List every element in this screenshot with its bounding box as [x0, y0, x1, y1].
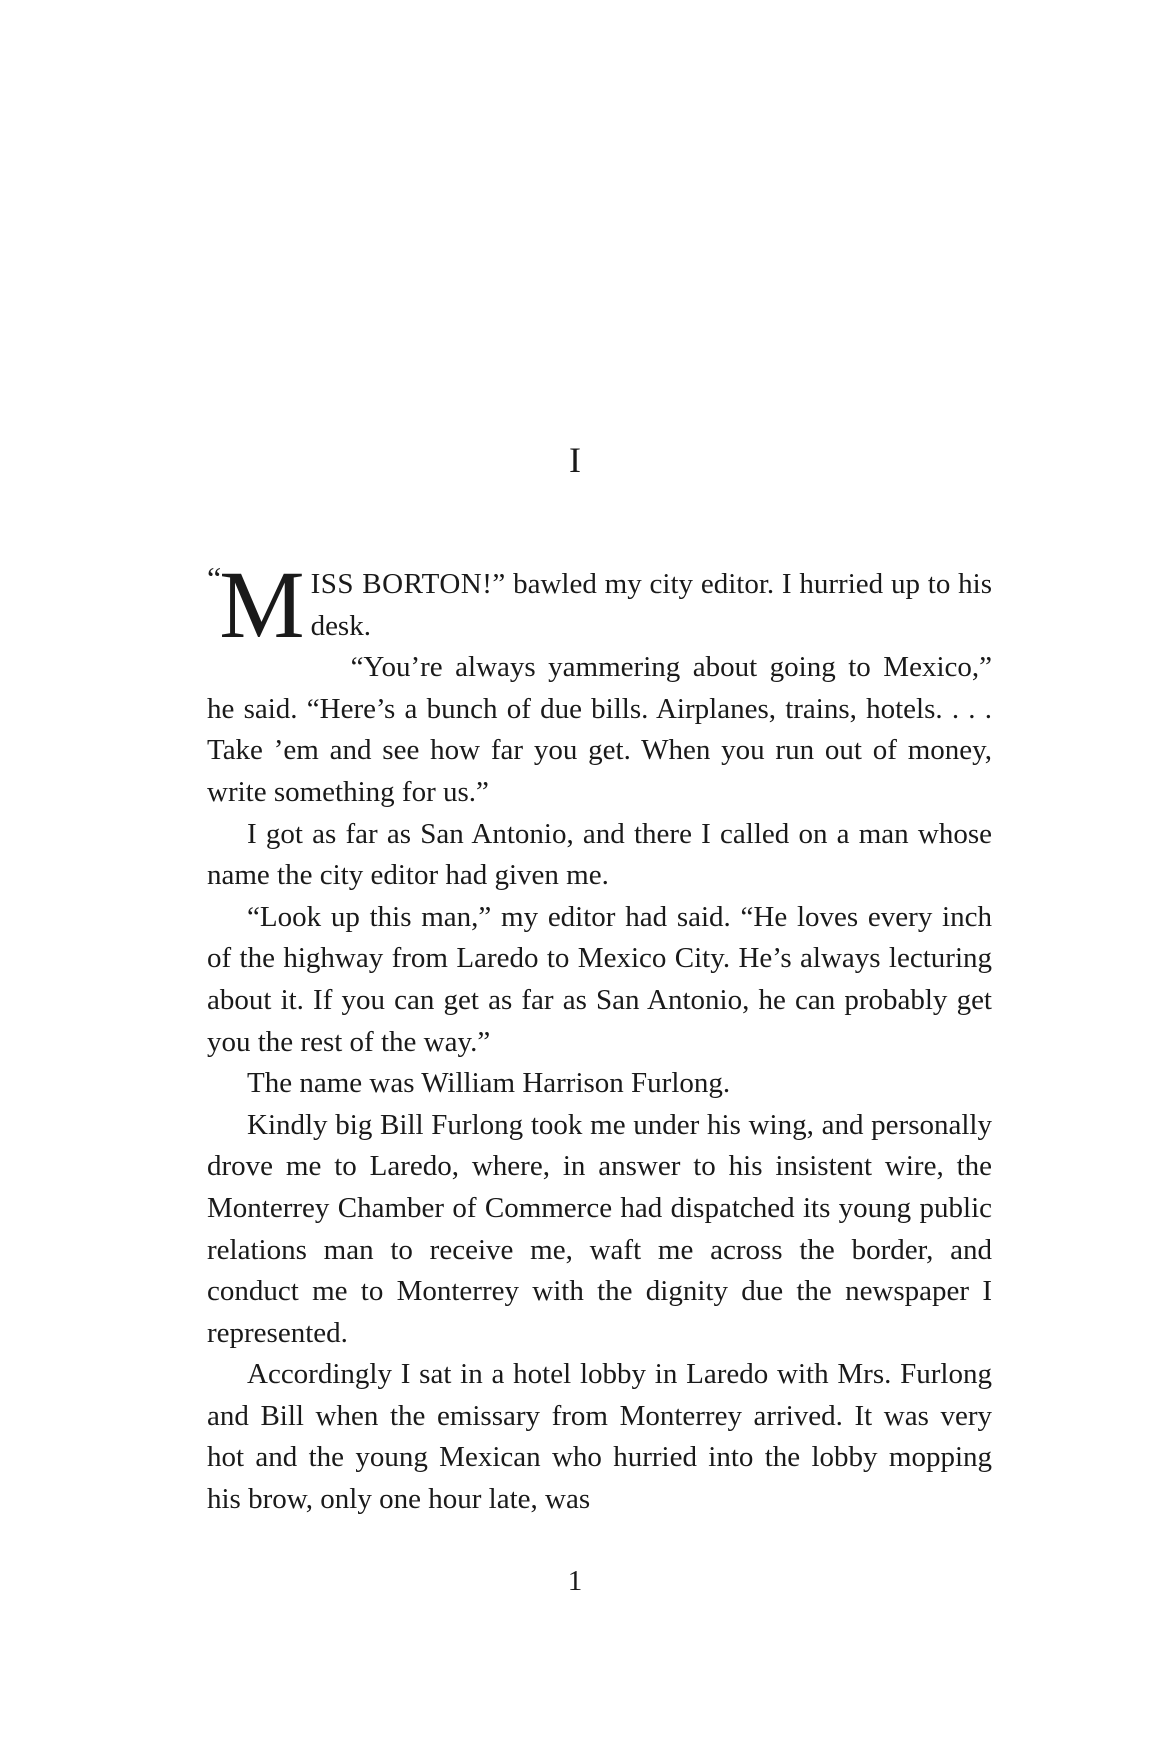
paragraph: Accordingly I sat in a hotel lobby in Laredo with Mrs. Furlong and Bill when the emissary from Monterrey arrived. It was very hot and the young Mexican who hurried into the lobby mopping his brow, only one hour late, was: [207, 1358, 992, 1516]
page-number: 1: [567, 1565, 583, 1597]
body-text: [207, 551, 992, 1521]
paragraph: “You’re always yammering about going to Mexico,” he said. “Here’s a bunch of due bills. Airplanes, trains, hotels. . . . Take ’em and see how far you get. When you run out of money, write something for us.”: [207, 651, 992, 808]
chapter-number: I: [569, 440, 581, 480]
opening-caps-run: ISS BORTON!: [310, 568, 493, 600]
opening-rest: ” bawled my city editor. I hurried up to his desk.: [310, 568, 992, 642]
paragraph: I got as far as San Antonio, and there I called on a man whose name the city editor had given me.: [207, 817, 992, 892]
opening-paragraph: [207, 551, 992, 658]
opening-quote-mark: “: [207, 560, 222, 596]
paragraph: The name was William Harrison Furlong.: [247, 1067, 731, 1100]
paragraph: Kindly big Bill Furlong took me under his wing, and personally drove me to Laredo, where, in answer to his insistent wire, the Monterrey Chamber of Commerce had dispatched its young public relations man to receive me, waft me across the border, and conduct me to Monterrey with the dignity due the newspaper I represented.: [207, 1108, 992, 1349]
paragraph: “Look up this man,” my editor had said. “He loves every inch of the highway from Laredo to Mexico City. He’s always lecturing about it. If you can get as far as San Antonio, he can probably get you the rest of the way.”: [207, 900, 992, 1058]
drop-cap: M: [219, 551, 305, 658]
